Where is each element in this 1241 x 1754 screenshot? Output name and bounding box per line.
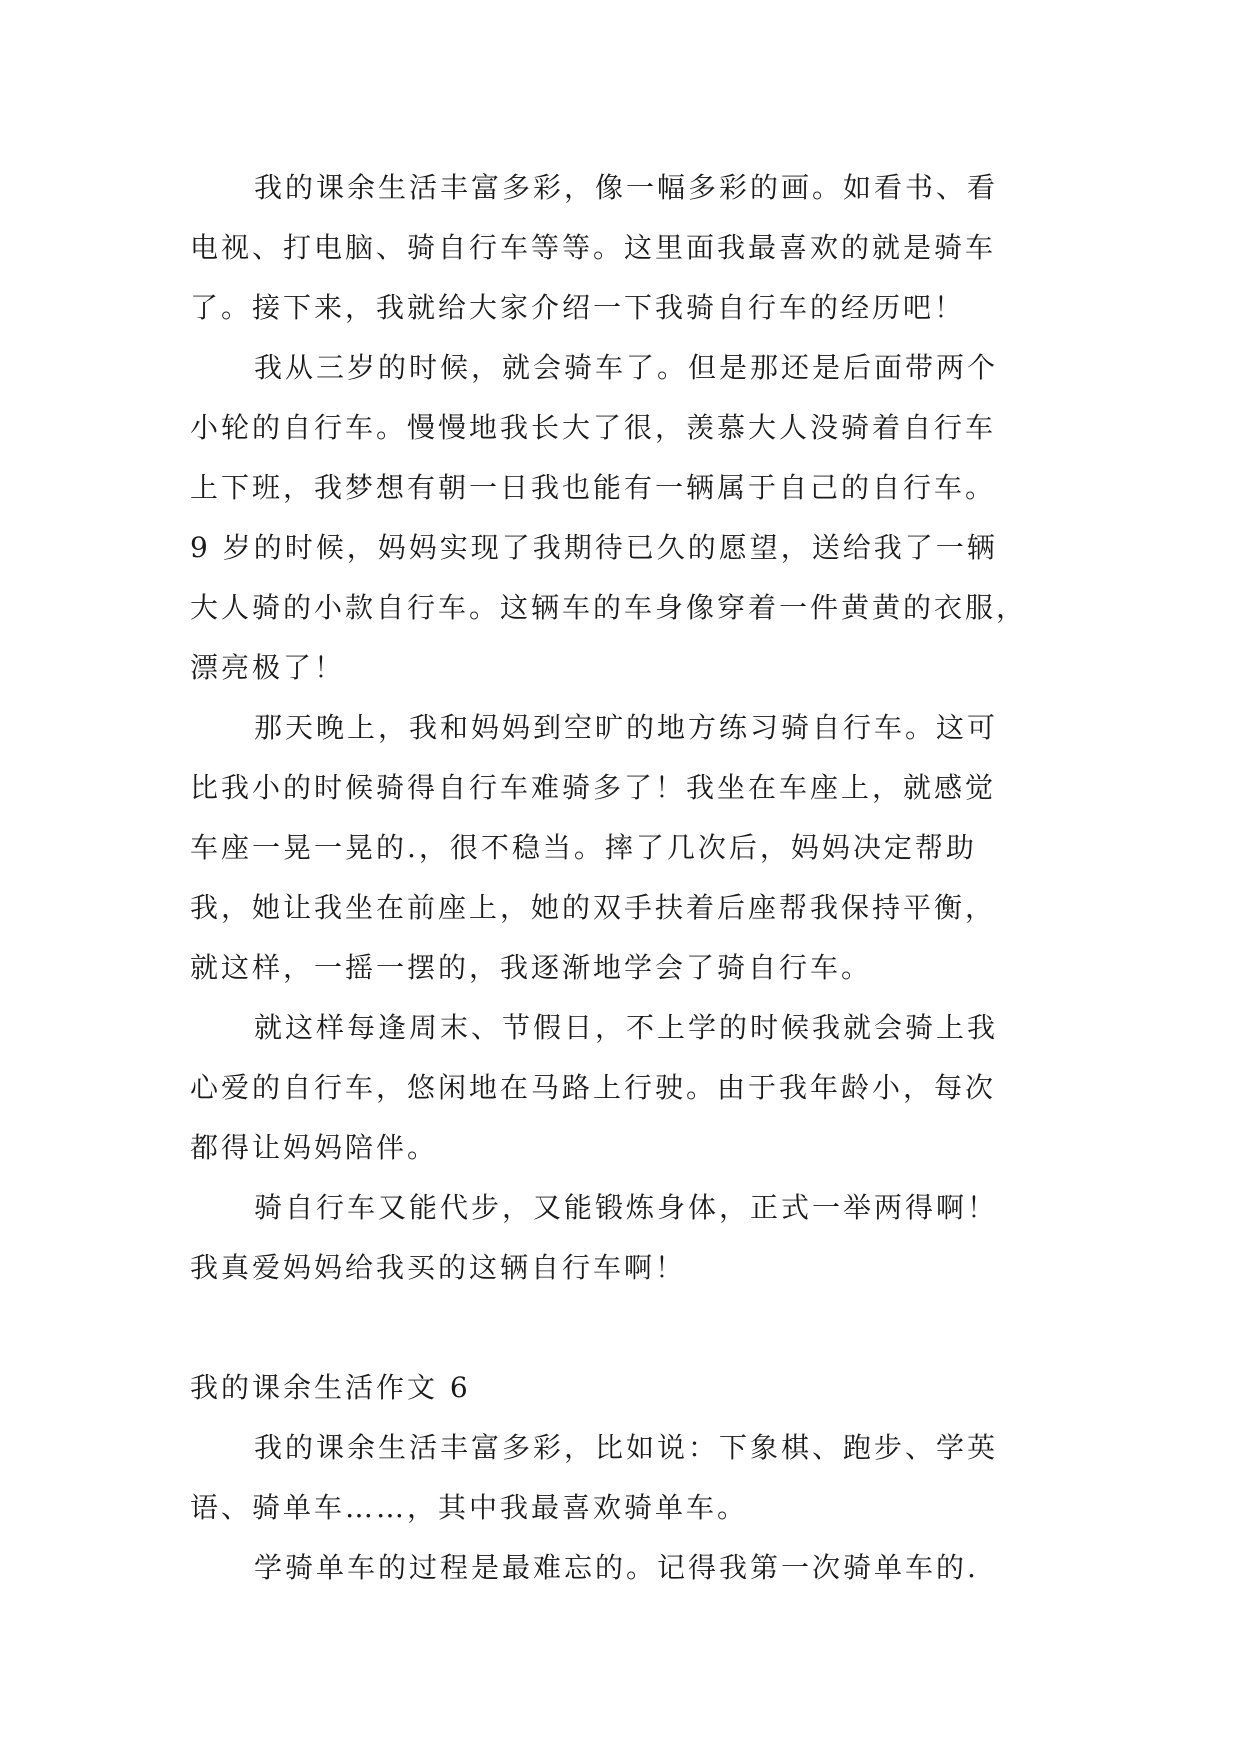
paragraph-line: 那天晚上，我和妈妈到空旷的地方练习骑自行车。这可 (254, 711, 999, 744)
paragraph-line: 我从三岁的时候，就会骑车了。但是那还是后面带两个 (254, 351, 999, 384)
paragraph-line: 我，她让我坐在前座上，她的双手扶着后座帮我保持平衡， (190, 891, 997, 924)
paragraph-line: 心爱的自行车，悠闲地在马路上行驶。由于我年龄小，每次 (190, 1071, 997, 1104)
paragraph-line: 了。接下来，我就给大家介绍一下我骑自行车的经历吧！ (190, 291, 966, 324)
paragraph-line: 电视、打电脑、骑自行车等等。这里面我最喜欢的就是骑车 (190, 231, 997, 264)
paragraph-line: 语、骑单车……，其中我最喜欢骑单车。 (190, 1491, 749, 1524)
paragraph-line: 上下班，我梦想有朝一日我也能有一辆属于自己的自行车。 (190, 471, 997, 504)
paragraph-line: 9 岁的时候，妈妈实现了我期待已久的愿望，送给我了一辆 (190, 531, 998, 564)
paragraph-line: 我真爱妈妈给我买的这辆自行车啊！ (190, 1251, 687, 1284)
paragraph-line: 我的课余生活丰富多彩，比如说：下象棋、跑步、学英 (254, 1431, 999, 1464)
paragraph-line: 就这样每逢周末、节假日，不上学的时候我就会骑上我 (254, 1011, 999, 1044)
paragraph-line: 比我小的时候骑得自行车难骑多了！我坐在车座上，就感觉 (190, 771, 997, 804)
section-heading: 我的课余生活作文 6 (190, 1371, 471, 1404)
paragraph-line: 我的课余生活丰富多彩，像一幅多彩的画。如看书、看 (254, 171, 999, 204)
paragraph-line: 小轮的自行车。慢慢地我长大了很，羡慕大人没骑着自行车 (190, 411, 997, 444)
paragraph-line: 车座一晃一晃的.，很不稳当。摔了几次后，妈妈决定帮助 (190, 831, 977, 864)
paragraph-line: 就这样，一摇一摆的，我逐渐地学会了骑自行车。 (190, 951, 873, 984)
paragraph-line: 骑自行车又能代步，又能锻炼身体，正式一举两得啊！ (254, 1191, 999, 1224)
paragraph-line: 大人骑的小款自行车。这辆车的车身像穿着一件黄黄的衣服， (190, 591, 1028, 624)
paragraph-line: 都得让妈妈陪伴。 (190, 1131, 439, 1164)
paragraph-line: 漂亮极了！ (190, 651, 346, 684)
paragraph-line: 学骑单车的过程是最难忘的。记得我第一次骑单车的. (254, 1551, 979, 1584)
